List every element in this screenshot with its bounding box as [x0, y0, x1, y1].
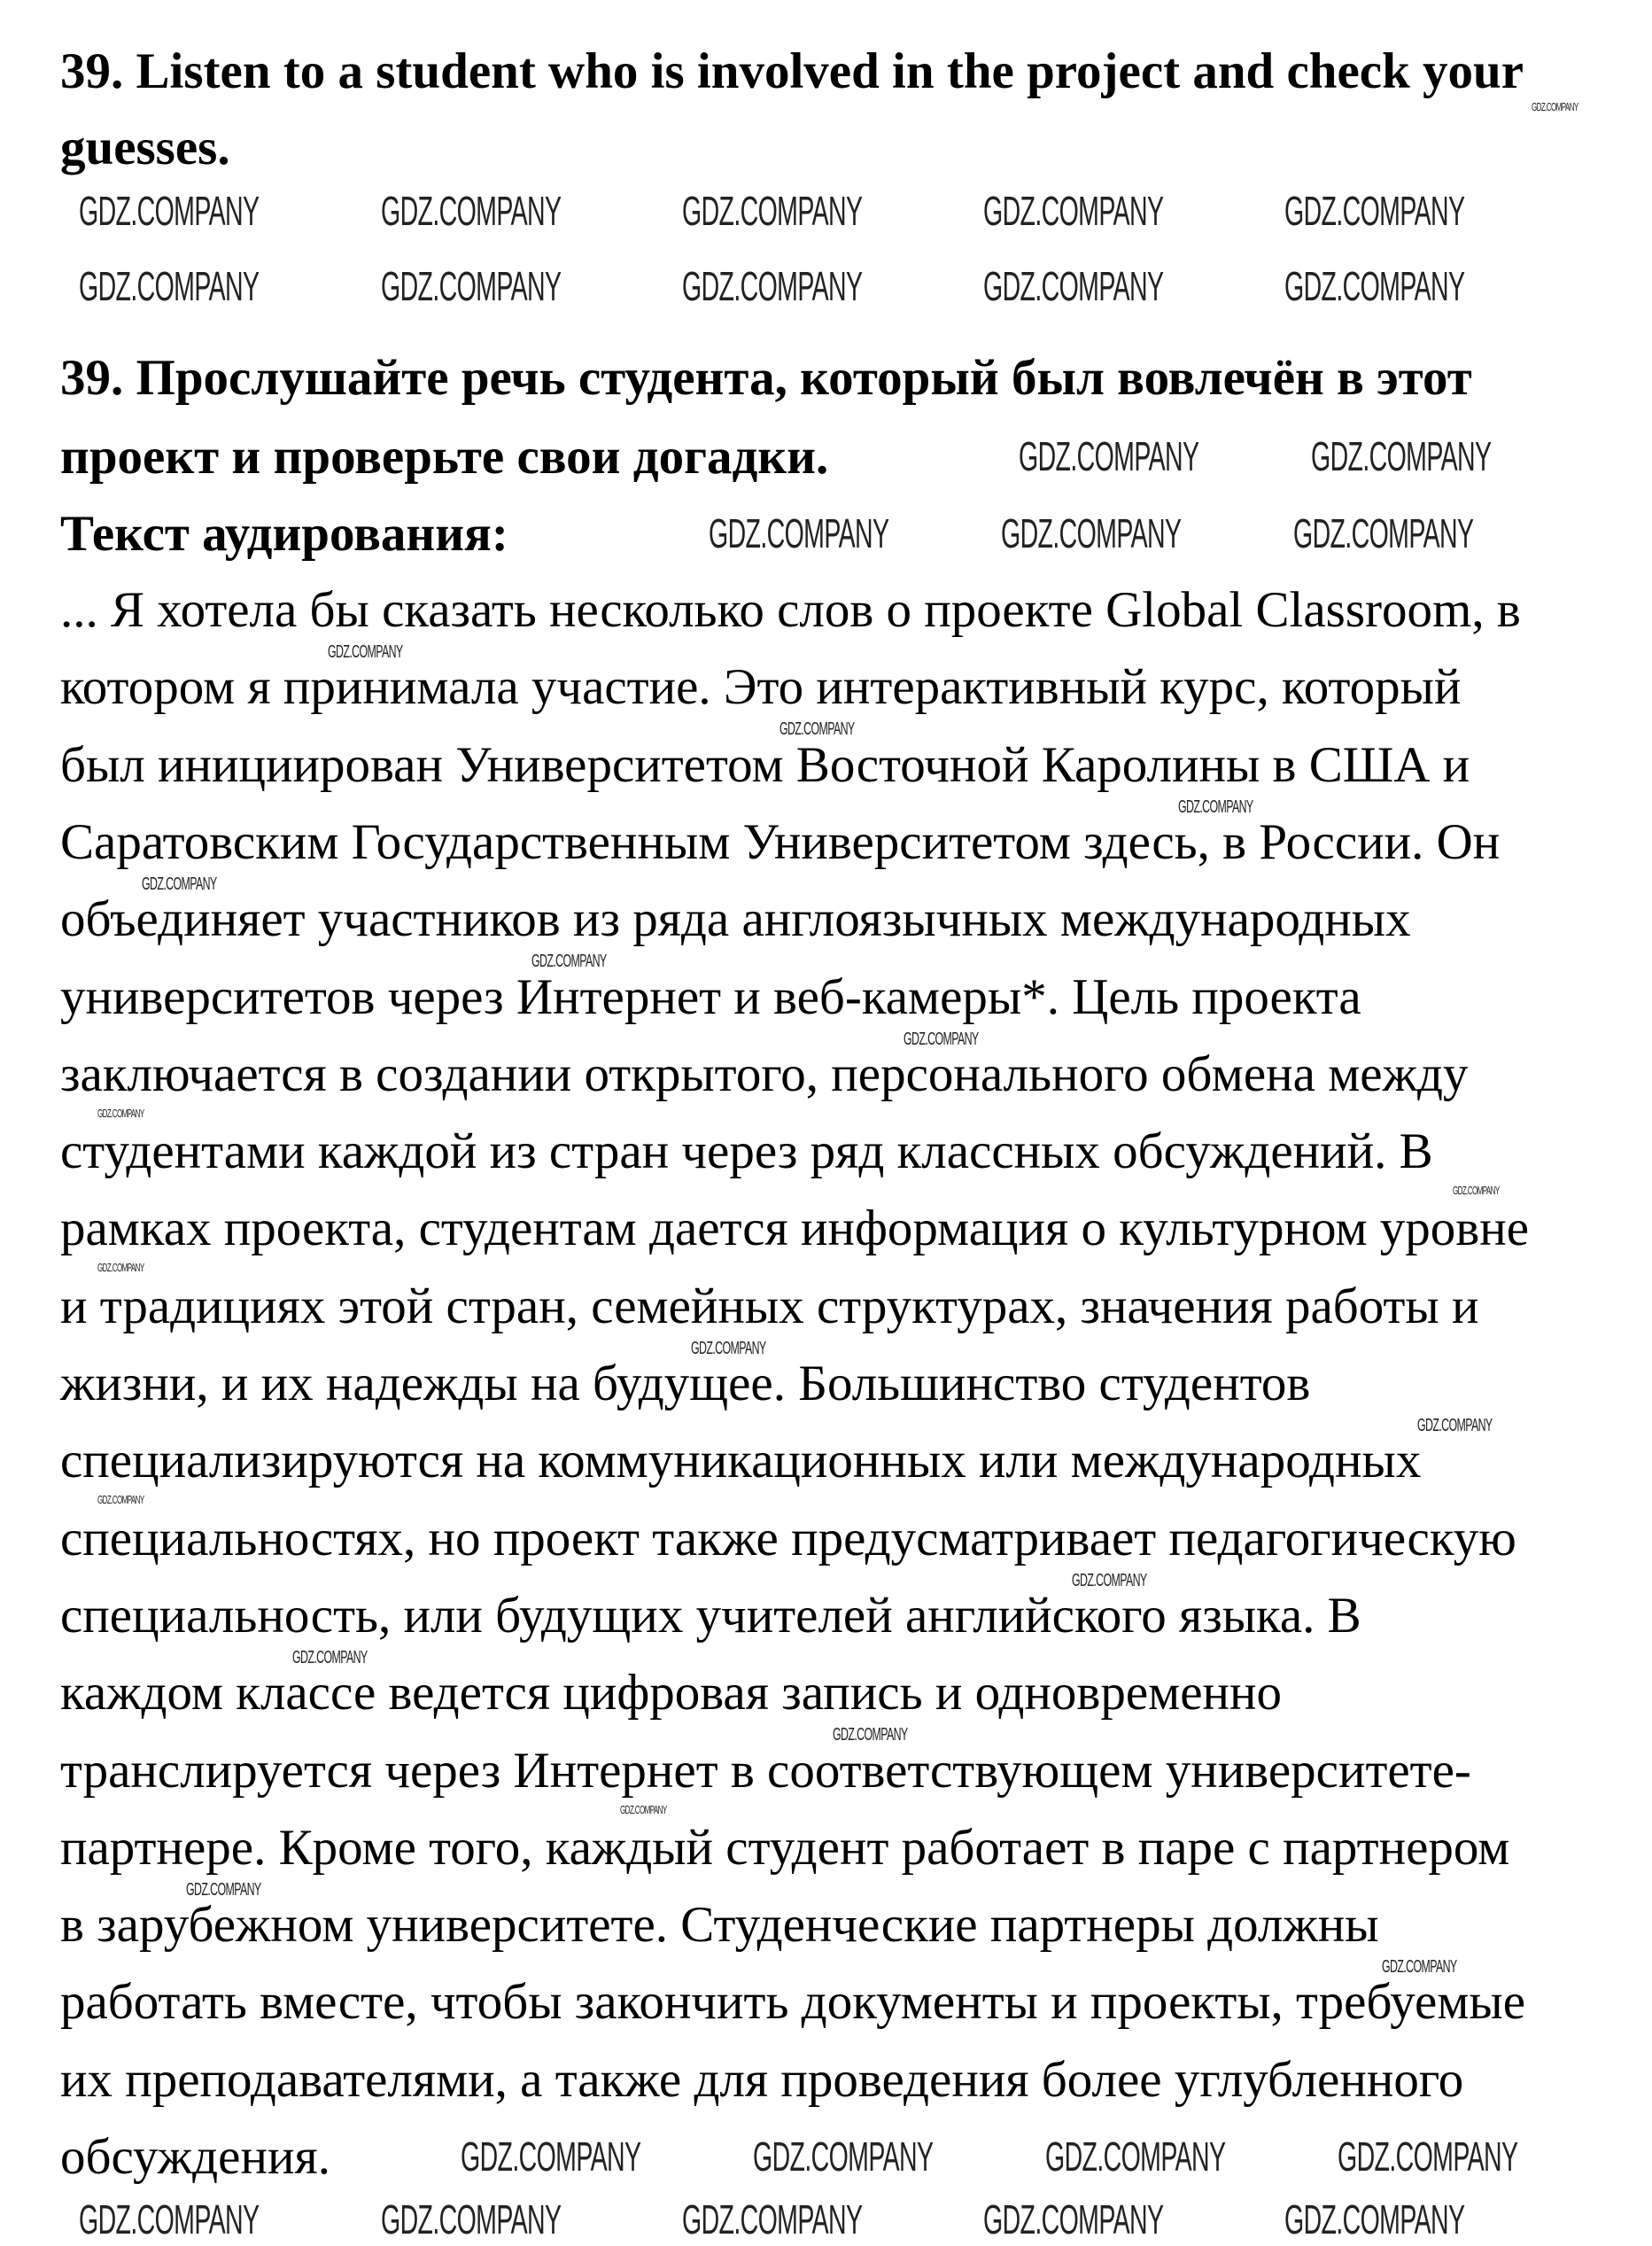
watermark-text: GDZ.COMPANY	[381, 188, 562, 234]
watermark-text: GDZ.COMPANY	[1045, 2133, 1226, 2180]
text-line: в зарубежном университете. Студенческие партнеры должны	[60, 1897, 1379, 1954]
watermark-text: GDZ.COMPANY	[381, 2196, 562, 2242]
watermark-text: GDZ.COMPANY	[186, 1880, 261, 1900]
text-line: объединяет участников из ряда англоязычных международных	[60, 891, 1411, 948]
text-line: специализируются на коммуникационных или международных	[60, 1433, 1422, 1489]
task-en-line-1: 39. Listen to a student who is involved in the project and check your	[60, 43, 1524, 99]
watermark-text: GDZ.COMPANY	[904, 1030, 979, 1049]
watermark-text: GDZ.COMPANY	[292, 1648, 368, 1667]
watermark-text: GDZ.COMPANY	[1001, 510, 1182, 556]
watermark-text: GDZ.COMPANY	[79, 188, 260, 234]
watermark-text: GDZ.COMPANY	[79, 2196, 260, 2242]
text-line: транслируется через Интернет в соответствующем университете-	[60, 1742, 1471, 1799]
watermark-text: GDZ.COMPANY	[779, 719, 855, 739]
task-en-line-2: guesses.	[60, 120, 230, 175]
text-line: университетов через Интернет и веб-камеры*. Цель проекта	[60, 968, 1361, 1025]
text-line: заключается в создании открытого, персонального обмена между	[60, 1045, 1469, 1102]
text-line: и традициях этой стран, семейных структурах, значения работы и	[60, 1278, 1479, 1334]
watermark-text: GDZ.COMPANY	[97, 1493, 144, 1506]
text-line: партнере. Кроме того, каждый студент работает в паре с партнером	[60, 1819, 1510, 1876]
watermark-text: GDZ.COMPANY	[682, 188, 863, 234]
text-line: специальность, или будущих учителей английского языка. В	[60, 1587, 1361, 1644]
watermark-text: GDZ.COMPANY	[833, 1725, 908, 1745]
watermark-text: GDZ.COMPANY	[1453, 1184, 1500, 1197]
watermark-text: GDZ.COMPANY	[328, 642, 403, 662]
watermark-text: GDZ.COMPANY	[1382, 1957, 1457, 1977]
text-line: обсуждения.	[60, 2129, 330, 2185]
text-line: ... Я хотела бы сказать несколько слов о проекте Global Classroom, в	[60, 582, 1521, 638]
watermark-text: GDZ.COMPANY	[620, 1803, 667, 1816]
watermark-text: GDZ.COMPANY	[983, 263, 1164, 309]
watermark-text: GDZ.COMPANY	[142, 874, 217, 894]
watermark-text: GDZ.COMPANY	[1532, 100, 1578, 113]
text-line: каждом классе ведется цифровая запись и одновременно	[60, 1665, 1283, 1721]
watermark-text: GDZ.COMPANY	[682, 2196, 863, 2242]
watermark-text: GDZ.COMPANY	[79, 263, 260, 309]
watermark-text: GDZ.COMPANY	[97, 1261, 144, 1274]
text-line: был инициирован Университетом Восточной Каролины в США и	[60, 736, 1470, 793]
watermark-text: GDZ.COMPANY	[1284, 2196, 1465, 2242]
task-ru-line-1: 39. Прослушайте речь студента, который был вовлечён в этот	[60, 350, 1472, 406]
task-ru-line-2: проект и проверьте свои догадки.	[60, 429, 829, 485]
watermark-text: GDZ.COMPANY	[531, 952, 607, 971]
text-line: рамках проекта, студентам дается информация о культурном уровне	[60, 1201, 1530, 1257]
text-line: работать вместе, чтобы закончить документы и проекты, требуемые	[60, 1974, 1526, 2031]
watermark-text: GDZ.COMPANY	[1019, 433, 1199, 479]
watermark-text: GDZ.COMPANY	[1293, 510, 1474, 556]
text-line: специальностях, но проект также предусматривает педагогическую	[60, 1510, 1516, 1566]
text-line: студентами каждой из стран через ряд классных обсуждений. В	[60, 1123, 1433, 1180]
watermark-text: GDZ.COMPANY	[381, 263, 562, 309]
watermark-text: GDZ.COMPANY	[682, 263, 863, 309]
watermark-text: GDZ.COMPANY	[1338, 2133, 1518, 2180]
watermark-text: GDZ.COMPANY	[1311, 433, 1492, 479]
watermark-text: GDZ.COMPANY	[983, 2196, 1164, 2242]
text-line: котором я принимала участие. Это интерактивный курс, который	[60, 659, 1462, 716]
watermark-text: GDZ.COMPANY	[1178, 797, 1253, 817]
text-line: жизни, и их надежды на будущее. Большинство студентов	[60, 1356, 1311, 1411]
listening-heading: Текст аудирования:	[60, 506, 508, 562]
watermark-text: GDZ.COMPANY	[691, 1339, 766, 1358]
text-line: их преподавателями, а также для проведения более углубленного	[60, 2051, 1464, 2108]
watermark-text: GDZ.COMPANY	[753, 2133, 934, 2180]
watermark-text: GDZ.COMPANY	[1417, 1416, 1493, 1435]
watermark-text: GDZ.COMPANY	[983, 188, 1164, 234]
watermark-text: GDZ.COMPANY	[1284, 188, 1465, 234]
watermark-text: GDZ.COMPANY	[1284, 263, 1465, 309]
watermark-text: GDZ.COMPANY	[97, 1107, 144, 1120]
watermark-text: GDZ.COMPANY	[709, 510, 889, 556]
watermark-text: GDZ.COMPANY	[461, 2133, 641, 2180]
watermark-text: GDZ.COMPANY	[1072, 1571, 1147, 1590]
text-line: Саратовским Государственным Университетом здесь, в России. Он	[60, 813, 1501, 870]
